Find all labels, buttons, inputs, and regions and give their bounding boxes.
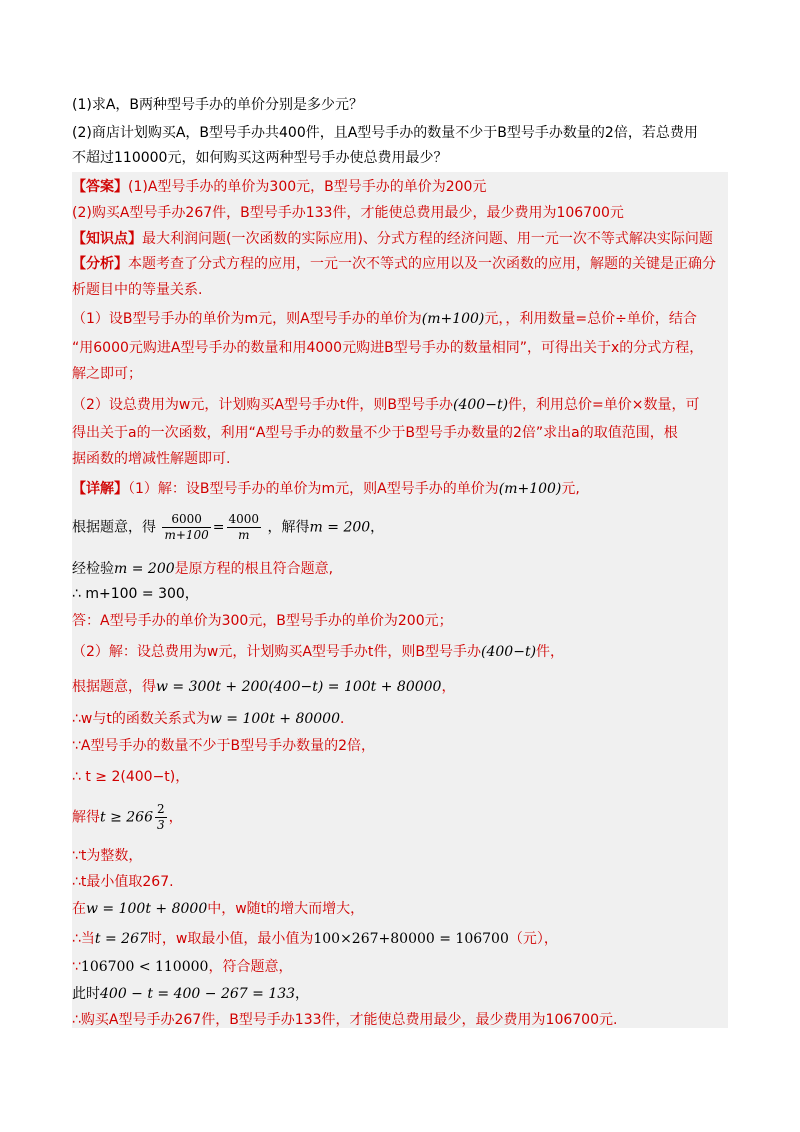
detail-line-2: 根据题意，得 $\frac{6000}{m+100}$ = $\frac{4000}{m}$ ，解得m = 200， [72,512,385,542]
detail-label: 【详解】 [72,481,128,497]
analysis-p1-expr: (m+100) [421,311,485,327]
analysis-p1-line-1 [72,309,697,329]
detail-line-17: 此时400 − t = 400 − 267 = 133， [72,986,310,1002]
detail-s1-expr: (m+100) [498,481,562,497]
analysis-p2-line-2: 得出关于a的一次函数，利用“A型号手办的数量不少于B型号手办数量的2倍”求出a的取值范围，根 [72,425,678,441]
fraction-6000: $\frac{6000}{m+100}$ [164,512,209,542]
analysis-p2-line-1 [72,395,700,415]
detail-line-18: ∴购买A型号手办267件，B型号手办133件，才能使总费用最少，最少费用为106700元. [72,1012,618,1028]
analysis-p2-text-b: 件，利用总价=单价×数量，可 [508,397,700,413]
detail-line-3: 经检验m = 200是原方程的根且符合题意, [72,561,334,577]
detail-line-15: ∴当t = 267时，w取最小值，最小值为100×267+80000 = 106700（元）， [72,931,558,947]
detail-s15-expr-2: 100×267+80000 = 106700 [313,931,509,947]
detail-line-6: （2）解：设总费用为w元，计划购买A型号手办t件，则B型号手办(400−t)件， [72,644,565,660]
detail-line-7: 根据题意，得w = 300t + 200(400−t) = 100t + 80000， [72,679,456,695]
detail-s1-text-b: 元, [561,481,580,497]
detail-s8-expr: w = 100t + 80000 [209,711,340,727]
detail-s15-expr-1: t = 267 [94,931,148,947]
analysis-label: 【分析】 [72,256,128,272]
fraction-4000: $\frac{4000}{m}$ [228,512,260,542]
analysis-p2-line-3: 据函数的增减性解题即可. [72,451,231,467]
analysis-line-2: 析题目中的等量关系. [72,282,203,298]
detail-line-1 [72,479,580,499]
knowledge-text: 最大利润问题(一次函数的实际应用)、分式方程的经济问题、用一元一次不等式解决实际问题 [142,231,713,247]
detail-s16-expr: 106700 < 110000 [80,959,209,975]
detail-s2-text-a: 根据题意，得 [72,519,156,536]
analysis-p1-text-b: 元，，利用数量=总价÷单价，结合 [484,311,697,327]
answer-text-1: (1)A型号手办的单价为300元，B型号手办的单价为200元 [128,179,487,195]
detail-line-16: ∵106700 < 110000，符合题意， [72,959,293,975]
analysis-text-1: 本题考查了分式方程的应用，一元一次不等式的应用以及一次函数的应用，解题的关键是正确分 [128,256,716,272]
detail-s14-expr: w = 100t + 8000 [86,901,208,917]
detail-line-12: ∵t为整数， [72,848,143,864]
question-2-line-1: (2)商店计划购买A，B型号手办共400件，且A型号手办的数量不少于B型号手办数量的2倍，若总费用 [72,125,698,141]
answer-line-1 [72,177,486,197]
answer-label: 【答案】 [72,179,128,195]
fraction-two-thirds: $\frac{2}{3}$ [156,802,165,832]
detail-s3-expr: m = 200 [114,561,175,577]
analysis-p2-expr: (400−t) [453,397,509,413]
detail-s6-expr: (400−t) [481,644,537,660]
analysis-p2-text-a: （2）设总费用为w元，计划购买A型号手办t件，则B型号手办 [72,397,454,413]
detail-line-11: 解得t ≥ 266 $\frac{2}{3}$ ， [72,802,183,832]
detail-s11-expr: t ≥ 266 [100,809,153,826]
question-1: (1)求A，B两种型号手办的单价分别是多少元？ [72,97,364,113]
analysis-p1-line-2: “用6000元购进A型号手办的数量和用4000元购进B型号手办的数量相同”，可得出关于x的分式方程， [72,340,704,356]
detail-s2-text-b: ，解得 [267,519,310,536]
knowledge-label: 【知识点】 [72,231,142,247]
analysis-p1-line-3: 解之即可； [72,366,142,382]
detail-line-8: ∴w与t的函数关系式为w = 100t + 80000． [72,711,354,727]
detail-line-5: 答：A型号手办的单价为300元，B型号手办的单价为200元； [72,613,453,629]
detail-s2-expr: m = 200 [309,519,371,536]
question-2-line-2: 不超过110000元，如何购买这两种型号手办使总费用最少？ [72,150,448,166]
detail-line-4: ∴ m+100 = 300， [72,586,199,602]
knowledge-line [72,229,713,249]
analysis-line-1 [72,254,716,274]
detail-s17-expr: 400 − t = 400 − 267 = 133 [100,986,296,1002]
detail-line-14: 在w = 100t + 8000中，w随t的增大而增大， [72,901,365,917]
detail-line-10: ∴ t ≥ 2(400−t)， [72,769,190,785]
equals-sign: = [212,519,225,536]
detail-s1-text-a: （1）解：设B型号手办的单价为m元，则A型号手办的单价为 [128,481,499,497]
analysis-p1-text-a: （1）设B型号手办的单价为m元，则A型号手办的单价为 [72,311,422,327]
detail-line-9: ∵A型号手办的数量不少于B型号手办数量的2倍， [72,738,375,754]
answer-line-2: (2)购买A型号手办267件，B型号手办133件，才能使总费用最少，最少费用为106700元 [72,205,624,221]
detail-line-13: ∴t最小值取267. [72,874,174,890]
detail-s7-expr: w = 300t + 200(400−t) = 100t + 80000 [156,679,442,695]
